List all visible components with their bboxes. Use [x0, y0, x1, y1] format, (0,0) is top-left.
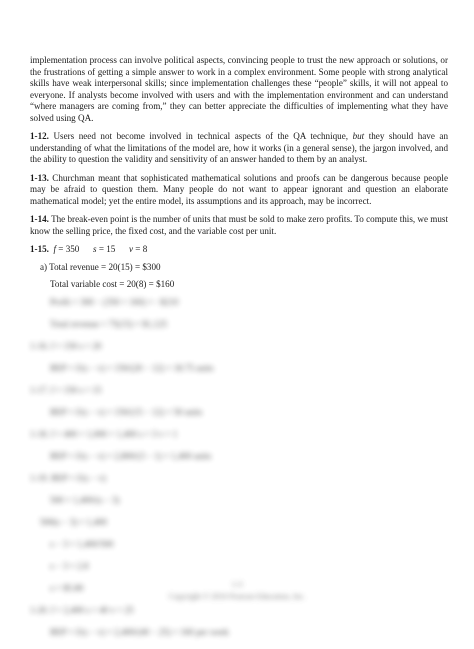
var-f: f [53, 244, 57, 254]
emphasis-text: but [352, 131, 365, 141]
blurred-line: s − 3 = 1,400/500 [50, 538, 114, 549]
var-v: v [128, 244, 134, 254]
question-number: 1-15. [30, 244, 49, 254]
question-number: 1-14. [30, 214, 49, 224]
question-1-13 [30, 173, 448, 208]
question-number: 1-12. [30, 131, 49, 141]
val-f: = 350 [56, 244, 80, 254]
total-variable-cost-line: Total variable cost = 20(8) = $160 [50, 279, 175, 289]
question-text: The break-even point is the number of units that must be sold to make zero profits. To compute this, we must know the selling price, the fixed cost, and the variable cost per unit. [30, 214, 448, 236]
blurred-line: 1-20. f = 2,400 s = 40 v = 25 [30, 604, 134, 615]
blurred-line: BEP = f/(s − v) = 150/(15 − 12) = 50 units [50, 406, 203, 417]
blurred-line: 1-17. f = 150 s = 15 [30, 384, 102, 395]
blurred-line: BEP = f/(s − v) = 150/(20 − 12) = 18.75 units [50, 362, 214, 373]
total-revenue-line: a) Total revenue = 20(15) = $300 [40, 261, 161, 272]
question-text: Churchman meant that sophisticated mathematical solutions and proofs can be dangerous because people may be afraid to question them. Many people do not want to appear ignorant and question an elaborate mathematical model; yet the entire model, its assumptions and its approach, may be incorrect. [30, 172, 448, 206]
blurred-line: 1-16. f = 150 s = 20 [30, 340, 102, 351]
blurred-line: 500 = 1,400/(s − 3) [50, 494, 120, 505]
blurred-line: BEP = f/(s − v) = 2,400/(40 − 25) = 160 per week [50, 626, 229, 637]
blurred-line: s − 3 = 2.8 [50, 560, 89, 571]
val-v: = 8 [133, 244, 148, 254]
question-text: Users need not become involved in technical aspects of the QA technique, [48, 131, 353, 141]
blurred-line: BEP = f/(s − v) = 2,800/(3 − 1) = 1,400 units [50, 450, 212, 461]
var-s: s [93, 244, 97, 254]
question-1-12 [30, 131, 448, 166]
question-text-cont: they should have an understanding of what the limitations of the model are, how it works (in a general sense), the jargon involved, and the ability to question the validity and sensitivity of an answer handed to them by an analyst. [30, 131, 448, 164]
document-body [30, 55, 448, 649]
question-1-14 [30, 214, 448, 237]
page-number: 1-3 [231, 580, 243, 589]
blurred-line: 1-19. BEP = f/(s − v) [30, 472, 106, 483]
question-1-15-givens [30, 244, 448, 256]
blurred-line: 500(s − 3) = 1,400 [40, 516, 107, 527]
question-number: 1-13. [30, 172, 49, 183]
blurred-line: s = $5.80 [50, 582, 84, 593]
blurred-line: Profit = 300 − (350 + 160) = −$210 [50, 296, 179, 307]
blurred-line: 1-18. f = 400 + 1,000 + 1,400 s = 3 v = 1 [30, 428, 178, 439]
val-s: = 15 [96, 244, 116, 254]
intro-paragraph: implementation process can involve political aspects, convincing people to trust the new approach or solutions, or the frustrations of getting a simple answer to work in a complex environment. Some people with strong analytical skills have weak interpersonal skills; since implementation challenges these “people” skills, it will not appeal to everyone. If analysts become involved with users and with the implementation environment and can understand “where managers are coming from,” they can better appreciate the difficulties of implementing what they have solved using QA. [30, 55, 448, 123]
blurred-line: Total revenue = 75(15) = $1,125 [50, 318, 167, 329]
copyright-notice: Copyright © 2016 Pearson Education, Inc. [168, 592, 306, 601]
